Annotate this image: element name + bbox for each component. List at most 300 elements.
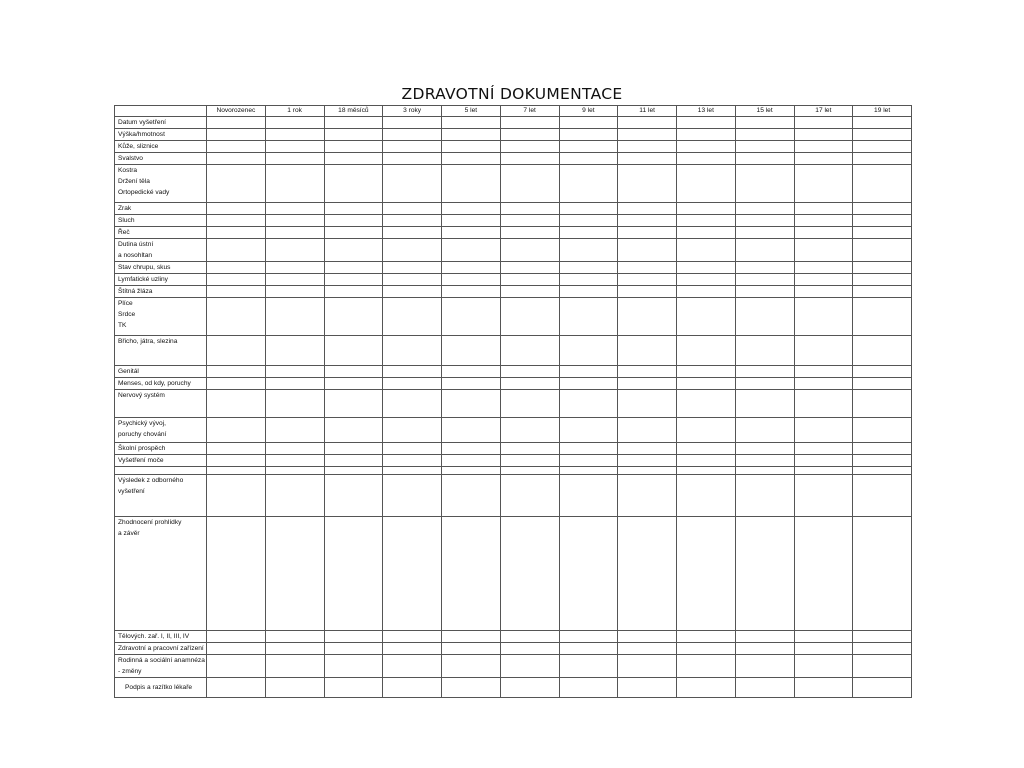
entry-cell[interactable] — [735, 336, 794, 366]
entry-cell[interactable] — [559, 517, 618, 631]
entry-cell[interactable] — [735, 274, 794, 286]
entry-cell[interactable] — [735, 655, 794, 678]
entry-cell[interactable] — [735, 475, 794, 517]
entry-cell[interactable] — [265, 336, 324, 366]
entry-cell[interactable] — [207, 517, 266, 631]
entry-cell[interactable] — [207, 239, 266, 262]
entry-cell[interactable] — [677, 443, 736, 455]
entry-cell[interactable] — [735, 153, 794, 165]
entry-cell[interactable] — [735, 298, 794, 336]
entry-cell[interactable] — [853, 366, 912, 378]
entry-cell[interactable] — [442, 336, 501, 366]
entry-cell[interactable] — [559, 262, 618, 274]
entry-cell[interactable] — [853, 378, 912, 390]
entry-cell[interactable] — [794, 215, 853, 227]
entry-cell[interactable] — [383, 336, 442, 366]
entry-cell[interactable] — [559, 443, 618, 455]
entry-cell[interactable] — [442, 366, 501, 378]
entry-cell[interactable] — [559, 631, 618, 643]
entry-cell[interactable] — [677, 366, 736, 378]
entry-cell[interactable] — [383, 165, 442, 203]
entry-cell[interactable] — [383, 117, 442, 129]
entry-cell[interactable] — [324, 165, 383, 203]
entry-cell[interactable] — [559, 129, 618, 141]
entry-cell[interactable] — [677, 455, 736, 467]
entry-cell[interactable] — [383, 286, 442, 298]
entry-cell[interactable] — [500, 262, 559, 274]
entry-cell[interactable] — [324, 517, 383, 631]
entry-cell[interactable] — [853, 678, 912, 698]
entry-cell[interactable] — [383, 262, 442, 274]
entry-cell[interactable] — [853, 643, 912, 655]
entry-cell[interactable] — [383, 631, 442, 643]
entry-cell[interactable] — [853, 418, 912, 443]
entry-cell[interactable] — [383, 298, 442, 336]
entry-cell[interactable] — [794, 165, 853, 203]
entry-cell[interactable] — [324, 631, 383, 643]
entry-cell[interactable] — [324, 274, 383, 286]
entry-cell[interactable] — [207, 153, 266, 165]
entry-cell[interactable] — [500, 390, 559, 418]
entry-cell[interactable] — [559, 274, 618, 286]
entry-cell[interactable] — [207, 643, 266, 655]
entry-cell[interactable] — [735, 141, 794, 153]
entry-cell[interactable] — [383, 678, 442, 698]
entry-cell[interactable] — [500, 129, 559, 141]
entry-cell[interactable] — [618, 298, 677, 336]
entry-cell[interactable] — [853, 141, 912, 153]
entry-cell[interactable] — [559, 239, 618, 262]
entry-cell[interactable] — [442, 165, 501, 203]
entry-cell[interactable] — [324, 366, 383, 378]
entry-cell[interactable] — [794, 129, 853, 141]
entry-cell[interactable] — [207, 129, 266, 141]
entry-cell[interactable] — [265, 129, 324, 141]
entry-cell[interactable] — [383, 655, 442, 678]
entry-cell[interactable] — [500, 655, 559, 678]
entry-cell[interactable] — [500, 475, 559, 517]
entry-cell[interactable] — [794, 678, 853, 698]
entry-cell[interactable] — [442, 631, 501, 643]
entry-cell[interactable] — [265, 239, 324, 262]
entry-cell[interactable] — [853, 517, 912, 631]
entry-cell[interactable] — [735, 262, 794, 274]
entry-cell[interactable] — [853, 165, 912, 203]
entry-cell[interactable] — [500, 117, 559, 129]
entry-cell[interactable] — [500, 443, 559, 455]
entry-cell[interactable] — [383, 141, 442, 153]
entry-cell[interactable] — [500, 336, 559, 366]
entry-cell[interactable] — [383, 517, 442, 631]
entry-cell[interactable] — [853, 274, 912, 286]
entry-cell[interactable] — [265, 117, 324, 129]
entry-cell[interactable] — [794, 455, 853, 467]
entry-cell[interactable] — [618, 418, 677, 443]
entry-cell[interactable] — [735, 631, 794, 643]
entry-cell[interactable] — [794, 286, 853, 298]
entry-cell[interactable] — [500, 165, 559, 203]
entry-cell[interactable] — [324, 378, 383, 390]
entry-cell[interactable] — [677, 655, 736, 678]
entry-cell[interactable] — [207, 443, 266, 455]
entry-cell[interactable] — [207, 274, 266, 286]
entry-cell[interactable] — [794, 274, 853, 286]
entry-cell[interactable] — [500, 215, 559, 227]
entry-cell[interactable] — [618, 366, 677, 378]
entry-cell[interactable] — [677, 165, 736, 203]
entry-cell[interactable] — [207, 117, 266, 129]
entry-cell[interactable] — [559, 655, 618, 678]
entry-cell[interactable] — [853, 655, 912, 678]
entry-cell[interactable] — [207, 475, 266, 517]
entry-cell[interactable] — [559, 643, 618, 655]
entry-cell[interactable] — [324, 227, 383, 239]
entry-cell[interactable] — [265, 153, 324, 165]
entry-cell[interactable] — [794, 390, 853, 418]
entry-cell[interactable] — [500, 467, 559, 475]
entry-cell[interactable] — [324, 418, 383, 443]
entry-cell[interactable] — [853, 336, 912, 366]
entry-cell[interactable] — [442, 678, 501, 698]
entry-cell[interactable] — [735, 215, 794, 227]
entry-cell[interactable] — [442, 203, 501, 215]
entry-cell[interactable] — [794, 298, 853, 336]
entry-cell[interactable] — [500, 227, 559, 239]
entry-cell[interactable] — [324, 390, 383, 418]
entry-cell[interactable] — [265, 390, 324, 418]
entry-cell[interactable] — [324, 141, 383, 153]
entry-cell[interactable] — [618, 655, 677, 678]
entry-cell[interactable] — [324, 455, 383, 467]
entry-cell[interactable] — [794, 262, 853, 274]
entry-cell[interactable] — [794, 203, 853, 215]
entry-cell[interactable] — [324, 475, 383, 517]
entry-cell[interactable] — [853, 153, 912, 165]
entry-cell[interactable] — [207, 215, 266, 227]
entry-cell[interactable] — [618, 631, 677, 643]
entry-cell[interactable] — [677, 418, 736, 443]
entry-cell[interactable] — [853, 631, 912, 643]
entry-cell[interactable] — [383, 203, 442, 215]
entry-cell[interactable] — [559, 678, 618, 698]
entry-cell[interactable] — [677, 262, 736, 274]
entry-cell[interactable] — [559, 153, 618, 165]
entry-cell[interactable] — [853, 215, 912, 227]
entry-cell[interactable] — [677, 129, 736, 141]
entry-cell[interactable] — [618, 286, 677, 298]
entry-cell[interactable] — [324, 336, 383, 366]
entry-cell[interactable] — [442, 117, 501, 129]
entry-cell[interactable] — [265, 678, 324, 698]
entry-cell[interactable] — [853, 443, 912, 455]
entry-cell[interactable] — [324, 129, 383, 141]
entry-cell[interactable] — [794, 227, 853, 239]
entry-cell[interactable] — [853, 286, 912, 298]
entry-cell[interactable] — [500, 631, 559, 643]
entry-cell[interactable] — [735, 390, 794, 418]
entry-cell[interactable] — [794, 366, 853, 378]
entry-cell[interactable] — [618, 274, 677, 286]
entry-cell[interactable] — [618, 378, 677, 390]
entry-cell[interactable] — [383, 239, 442, 262]
entry-cell[interactable] — [442, 153, 501, 165]
entry-cell[interactable] — [500, 678, 559, 698]
entry-cell[interactable] — [794, 117, 853, 129]
entry-cell[interactable] — [677, 631, 736, 643]
entry-cell[interactable] — [207, 467, 266, 475]
entry-cell[interactable] — [794, 467, 853, 475]
entry-cell[interactable] — [735, 227, 794, 239]
entry-cell[interactable] — [559, 286, 618, 298]
entry-cell[interactable] — [735, 239, 794, 262]
entry-cell[interactable] — [559, 475, 618, 517]
entry-cell[interactable] — [324, 262, 383, 274]
entry-cell[interactable] — [559, 165, 618, 203]
entry-cell[interactable] — [324, 286, 383, 298]
entry-cell[interactable] — [735, 455, 794, 467]
entry-cell[interactable] — [677, 286, 736, 298]
entry-cell[interactable] — [207, 678, 266, 698]
entry-cell[interactable] — [677, 643, 736, 655]
entry-cell[interactable] — [735, 418, 794, 443]
entry-cell[interactable] — [794, 153, 853, 165]
entry-cell[interactable] — [324, 203, 383, 215]
entry-cell[interactable] — [735, 366, 794, 378]
entry-cell[interactable] — [677, 336, 736, 366]
entry-cell[interactable] — [735, 678, 794, 698]
entry-cell[interactable] — [265, 467, 324, 475]
entry-cell[interactable] — [500, 286, 559, 298]
entry-cell[interactable] — [265, 227, 324, 239]
entry-cell[interactable] — [794, 378, 853, 390]
entry-cell[interactable] — [265, 455, 324, 467]
entry-cell[interactable] — [207, 298, 266, 336]
entry-cell[interactable] — [677, 378, 736, 390]
entry-cell[interactable] — [618, 129, 677, 141]
entry-cell[interactable] — [618, 678, 677, 698]
entry-cell[interactable] — [677, 274, 736, 286]
entry-cell[interactable] — [442, 467, 501, 475]
entry-cell[interactable] — [324, 443, 383, 455]
entry-cell[interactable] — [500, 418, 559, 443]
entry-cell[interactable] — [794, 239, 853, 262]
entry-cell[interactable] — [265, 378, 324, 390]
entry-cell[interactable] — [324, 678, 383, 698]
entry-cell[interactable] — [559, 418, 618, 443]
entry-cell[interactable] — [735, 643, 794, 655]
entry-cell[interactable] — [207, 655, 266, 678]
entry-cell[interactable] — [735, 378, 794, 390]
entry-cell[interactable] — [559, 366, 618, 378]
entry-cell[interactable] — [677, 298, 736, 336]
entry-cell[interactable] — [383, 227, 442, 239]
entry-cell[interactable] — [265, 443, 324, 455]
entry-cell[interactable] — [500, 643, 559, 655]
entry-cell[interactable] — [324, 298, 383, 336]
entry-cell[interactable] — [442, 227, 501, 239]
entry-cell[interactable] — [794, 418, 853, 443]
entry-cell[interactable] — [677, 239, 736, 262]
entry-cell[interactable] — [442, 378, 501, 390]
entry-cell[interactable] — [735, 467, 794, 475]
entry-cell[interactable] — [500, 141, 559, 153]
entry-cell[interactable] — [500, 274, 559, 286]
entry-cell[interactable] — [265, 165, 324, 203]
entry-cell[interactable] — [207, 631, 266, 643]
entry-cell[interactable] — [559, 227, 618, 239]
entry-cell[interactable] — [265, 262, 324, 274]
entry-cell[interactable] — [735, 203, 794, 215]
entry-cell[interactable] — [442, 239, 501, 262]
entry-cell[interactable] — [500, 455, 559, 467]
entry-cell[interactable] — [442, 286, 501, 298]
entry-cell[interactable] — [853, 475, 912, 517]
entry-cell[interactable] — [794, 443, 853, 455]
entry-cell[interactable] — [735, 443, 794, 455]
entry-cell[interactable] — [383, 378, 442, 390]
entry-cell[interactable] — [853, 298, 912, 336]
entry-cell[interactable] — [618, 336, 677, 366]
entry-cell[interactable] — [618, 141, 677, 153]
entry-cell[interactable] — [265, 475, 324, 517]
entry-cell[interactable] — [618, 390, 677, 418]
entry-cell[interactable] — [559, 298, 618, 336]
entry-cell[interactable] — [324, 215, 383, 227]
entry-cell[interactable] — [207, 165, 266, 203]
entry-cell[interactable] — [618, 467, 677, 475]
entry-cell[interactable] — [383, 215, 442, 227]
entry-cell[interactable] — [207, 336, 266, 366]
entry-cell[interactable] — [500, 153, 559, 165]
entry-cell[interactable] — [207, 262, 266, 274]
entry-cell[interactable] — [853, 262, 912, 274]
entry-cell[interactable] — [265, 366, 324, 378]
entry-cell[interactable] — [677, 117, 736, 129]
entry-cell[interactable] — [677, 475, 736, 517]
entry-cell[interactable] — [735, 286, 794, 298]
entry-cell[interactable] — [677, 678, 736, 698]
entry-cell[interactable] — [559, 336, 618, 366]
entry-cell[interactable] — [324, 153, 383, 165]
entry-cell[interactable] — [677, 227, 736, 239]
entry-cell[interactable] — [442, 517, 501, 631]
entry-cell[interactable] — [853, 455, 912, 467]
entry-cell[interactable] — [442, 443, 501, 455]
entry-cell[interactable] — [383, 467, 442, 475]
entry-cell[interactable] — [442, 475, 501, 517]
entry-cell[interactable] — [618, 443, 677, 455]
entry-cell[interactable] — [794, 336, 853, 366]
entry-cell[interactable] — [618, 165, 677, 203]
entry-cell[interactable] — [265, 631, 324, 643]
entry-cell[interactable] — [265, 517, 324, 631]
entry-cell[interactable] — [618, 643, 677, 655]
entry-cell[interactable] — [559, 141, 618, 153]
entry-cell[interactable] — [559, 378, 618, 390]
entry-cell[interactable] — [383, 443, 442, 455]
entry-cell[interactable] — [677, 467, 736, 475]
entry-cell[interactable] — [677, 390, 736, 418]
entry-cell[interactable] — [794, 655, 853, 678]
entry-cell[interactable] — [383, 366, 442, 378]
entry-cell[interactable] — [265, 286, 324, 298]
entry-cell[interactable] — [500, 203, 559, 215]
entry-cell[interactable] — [442, 390, 501, 418]
entry-cell[interactable] — [265, 215, 324, 227]
entry-cell[interactable] — [618, 203, 677, 215]
entry-cell[interactable] — [618, 153, 677, 165]
entry-cell[interactable] — [559, 467, 618, 475]
entry-cell[interactable] — [853, 227, 912, 239]
entry-cell[interactable] — [853, 117, 912, 129]
entry-cell[interactable] — [618, 517, 677, 631]
entry-cell[interactable] — [500, 378, 559, 390]
entry-cell[interactable] — [442, 655, 501, 678]
entry-cell[interactable] — [383, 475, 442, 517]
entry-cell[interactable] — [618, 117, 677, 129]
entry-cell[interactable] — [442, 129, 501, 141]
entry-cell[interactable] — [559, 215, 618, 227]
entry-cell[interactable] — [442, 455, 501, 467]
entry-cell[interactable] — [618, 227, 677, 239]
entry-cell[interactable] — [677, 203, 736, 215]
entry-cell[interactable] — [207, 418, 266, 443]
entry-cell[interactable] — [207, 390, 266, 418]
entry-cell[interactable] — [735, 117, 794, 129]
entry-cell[interactable] — [383, 390, 442, 418]
entry-cell[interactable] — [442, 274, 501, 286]
entry-cell[interactable] — [265, 203, 324, 215]
entry-cell[interactable] — [853, 467, 912, 475]
entry-cell[interactable] — [618, 475, 677, 517]
entry-cell[interactable] — [677, 153, 736, 165]
entry-cell[interactable] — [853, 203, 912, 215]
entry-cell[interactable] — [207, 366, 266, 378]
entry-cell[interactable] — [324, 239, 383, 262]
entry-cell[interactable] — [207, 378, 266, 390]
entry-cell[interactable] — [442, 298, 501, 336]
entry-cell[interactable] — [324, 643, 383, 655]
entry-cell[interactable] — [794, 517, 853, 631]
entry-cell[interactable] — [207, 455, 266, 467]
entry-cell[interactable] — [265, 298, 324, 336]
entry-cell[interactable] — [442, 643, 501, 655]
entry-cell[interactable] — [324, 117, 383, 129]
entry-cell[interactable] — [383, 153, 442, 165]
entry-cell[interactable] — [677, 517, 736, 631]
entry-cell[interactable] — [383, 129, 442, 141]
entry-cell[interactable] — [442, 215, 501, 227]
entry-cell[interactable] — [735, 165, 794, 203]
entry-cell[interactable] — [265, 643, 324, 655]
entry-cell[interactable] — [207, 203, 266, 215]
entry-cell[interactable] — [442, 262, 501, 274]
entry-cell[interactable] — [853, 129, 912, 141]
entry-cell[interactable] — [794, 631, 853, 643]
entry-cell[interactable] — [442, 418, 501, 443]
entry-cell[interactable] — [735, 517, 794, 631]
entry-cell[interactable] — [265, 418, 324, 443]
entry-cell[interactable] — [324, 467, 383, 475]
entry-cell[interactable] — [559, 203, 618, 215]
entry-cell[interactable] — [794, 141, 853, 153]
entry-cell[interactable] — [559, 117, 618, 129]
entry-cell[interactable] — [383, 274, 442, 286]
entry-cell[interactable] — [677, 141, 736, 153]
entry-cell[interactable] — [618, 262, 677, 274]
entry-cell[interactable] — [618, 215, 677, 227]
entry-cell[interactable] — [207, 227, 266, 239]
